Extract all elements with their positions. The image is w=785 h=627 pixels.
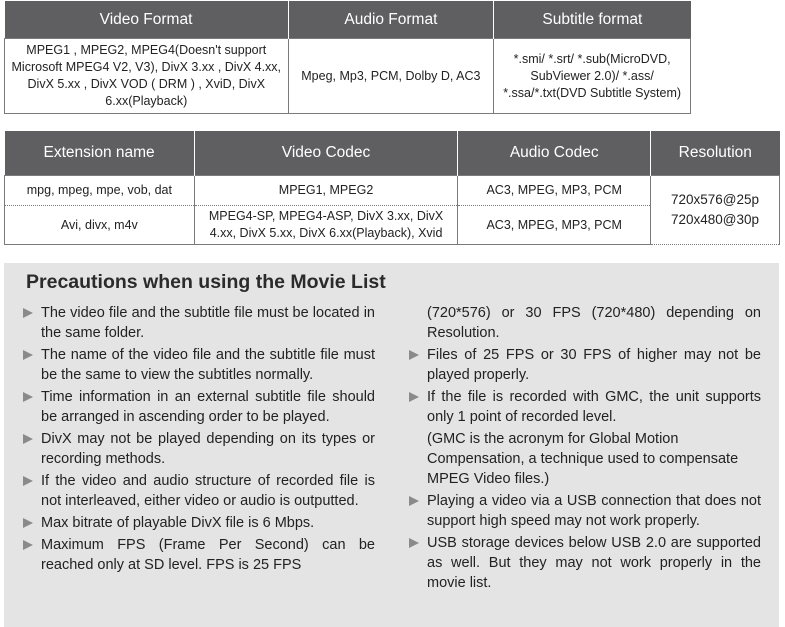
list-item: DivX may not be played depending on its types or recording methods. [20,429,375,469]
video-format-header: Video Format [5,1,289,39]
resolution-value: 720x480@30p [671,212,760,227]
list-item: The video file and the subtitle file must be located in the same folder. [20,303,375,343]
bullet-triangle-icon [409,538,419,548]
extension-header: Extension name [5,131,195,176]
audio-codec-cell: AC3, MPEG, MP3, PCM [458,206,651,245]
bullet-triangle-icon [23,434,33,444]
video-codec-cell: MPEG4-SP, MPEG4-ASP, DivX 3.xx, DivX 4.xx, DivX 5.xx, DivX 6.xx(Playback), Xvid [194,206,458,245]
list-item: USB storage devices below USB 2.0 are supported as well. But they may not work properly in the movie list. [406,533,761,593]
resolution-cell [651,176,780,245]
bullet-triangle-icon [23,350,33,360]
list-item: If the video and audio structure of recorded file is not interleaved, either video or audio is outputted. [20,471,375,511]
list-item: Playing a video via a USB connection that does not support high speed may not work properly. [406,491,761,531]
bullet-triangle-icon [23,392,33,402]
list-item: Time information in an external subtitle file should be arranged in ascending order to be played. [20,387,375,427]
format-table [4,1,691,114]
audio-format-cell: Mpeg, Mp3, PCM, Dolby D, AC3 [288,39,494,114]
resolution-value: 720x576@25p [671,192,760,207]
precautions-left-column [20,303,375,577]
extension-cell: mpg, mpeg, mpe, vob, dat [5,176,195,206]
bullet-triangle-icon [23,476,33,486]
video-codec-header: Video Codec [194,131,458,176]
list-item: If the file is recorded with GMC, the unit supports only 1 point of recorded level. [406,387,761,427]
precautions-right-column [406,303,761,595]
extension-cell: Avi, divx, m4v [5,206,195,245]
bullet-triangle-icon [23,540,33,550]
list-item: Maximum FPS (Frame Per Second) can be reached only at SD level. FPS is 25 FPS [20,535,375,575]
video-codec-cell: MPEG1, MPEG2 [194,176,458,206]
precautions-title: Precautions when using the Movie List [26,271,386,293]
bullet-triangle-icon [409,392,419,402]
list-item: Files of 25 FPS or 30 FPS of higher may not be played properly. [406,345,761,385]
continued-text: (720*576) or 30 FPS (720*480) depending on Resolution. [427,305,761,341]
bullet-triangle-icon [409,350,419,360]
gmc-note: (GMC is the acronym for Global Motion Compensation, a technique used to compensate MPEG Video files.) [427,431,739,487]
audio-format-header: Audio Format [288,1,494,39]
list-item: Max bitrate of playable DivX file is 6 Mbps. [20,513,375,533]
audio-codec-header: Audio Codec [458,131,651,176]
video-format-cell: MPEG1 , MPEG2, MPEG4(Doesn't support Microsoft MPEG4 V2, V3), DivX 3.xx , DivX 4.xx, DivX 5.xx , DivX VOD ( DRM ) , XviD, DivX 6.xx(Playback) [5,39,289,114]
bullet-triangle-icon [23,518,33,528]
audio-codec-cell: AC3, MPEG, MP3, PCM [458,176,651,206]
subtitle-format-cell: *.smi/ *.srt/ *.sub(MicroDVD, SubViewer 2.0)/ *.ass/ *.ssa/*.txt(DVD Subtitle System) [494,39,691,114]
table-row [5,176,780,206]
codec-table [4,131,780,245]
resolution-header: Resolution [651,131,780,176]
bullet-triangle-icon [409,496,419,506]
bullet-triangle-icon [23,308,33,318]
precautions-panel [4,263,779,627]
subtitle-format-header: Subtitle format [494,1,691,39]
list-item: The name of the video file and the subtitle file must be the same to view the subtitles normally. [20,345,375,385]
